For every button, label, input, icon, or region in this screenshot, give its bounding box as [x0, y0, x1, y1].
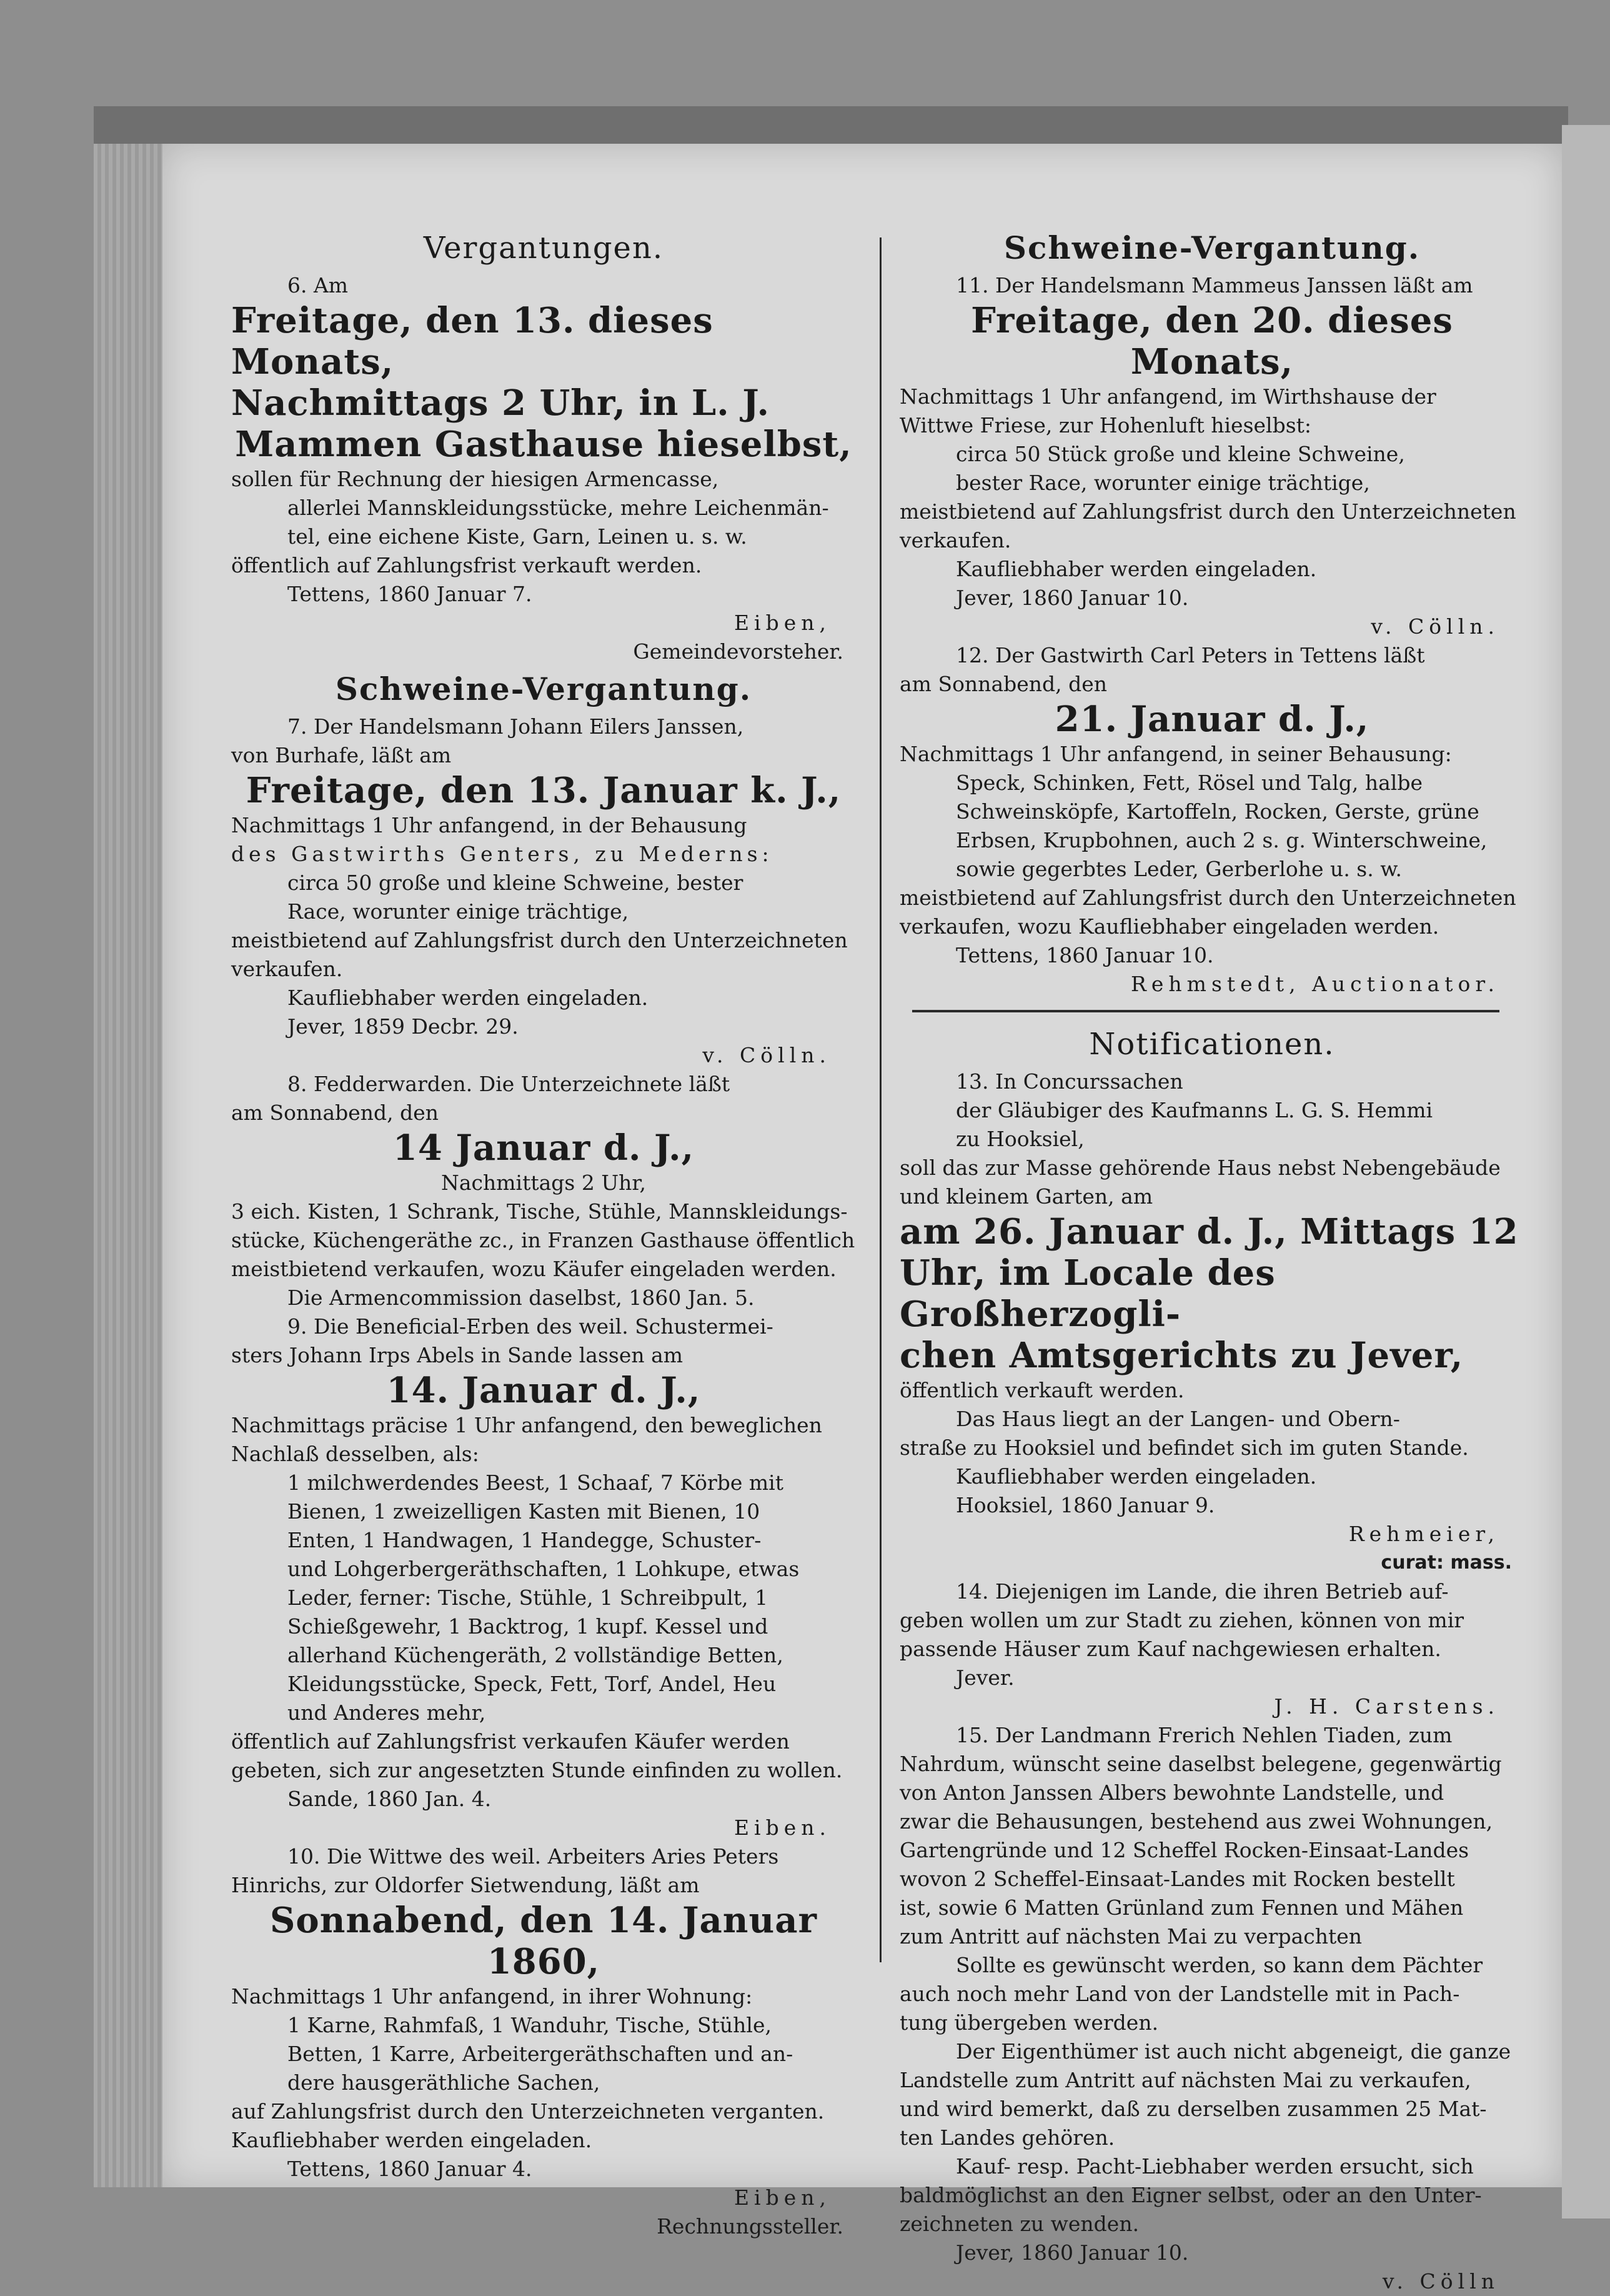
notice-dateline: Tettens, 1860 Januar 10. [956, 943, 1214, 967]
notice-text: allerhand Küchengeräth, 2 vollständige Betten, [287, 1643, 783, 1667]
notice-text: Nachmittags 2 Uhr, [440, 1170, 647, 1195]
notice-text: Landstelle zum Antritt auf nächsten Mai zu verkaufen, [900, 2068, 1471, 2092]
notice-dateline: Jever, 1860 Januar 10. [956, 586, 1189, 610]
notice-dateline: Hooksiel, 1860 Januar 9. [956, 1493, 1215, 1517]
section-heading-schweine: Schweine-Vergantung. [335, 671, 752, 707]
notice-text: sollen für Rechnung der hiesigen Armencasse, [231, 467, 719, 491]
notice-signature: Rehmstedt, Auctionator. [1131, 972, 1499, 996]
notice-text: wovon 2 Scheffel-Einsaat-Landes mit Rocken bestellt [900, 1867, 1455, 1891]
notice-text: öffentlich verkauft werden. [900, 1378, 1185, 1402]
notice-text: gebeten, sich zur angesetzten Stunde einfinden zu wollen. [231, 1758, 843, 1782]
notice-text: passende Häuser zum Kauf nachgewiesen erhalten. [900, 1637, 1441, 1661]
notice-dateline: Die Armencommission daselbst, 1860 Jan. 5. [287, 1285, 755, 1310]
notice-text: Kaufliebhaber werden eingeladen. [231, 2128, 592, 2152]
notice-signature: Rehmeier, [1348, 1522, 1499, 1546]
notice-text: 3 eich. Kisten, 1 Schrank, Tische, Stühle, Mannskleidungs- [231, 1199, 848, 1224]
right-column [900, 225, 1524, 2296]
notice-text: Enten, 1 Handwagen, 1 Handegge, Schuster- [287, 1528, 762, 1552]
notice-text: Nachlaß desselben, als: [231, 1442, 479, 1466]
notice-7 [231, 712, 856, 1070]
notice-text: zu Hooksiel, [956, 1127, 1085, 1151]
notice-text: 10. Die Wittwe des weil. Arbeiters Aries Peters [287, 1844, 779, 1869]
notice-text: des Gastwirths Genters, zu Mederns: [231, 842, 773, 866]
notice-signature: v. Cölln. [1371, 614, 1499, 639]
notice-date-headline: 14 Januar d. J., [392, 1127, 695, 1169]
notice-text: Das Haus liegt an der Langen- und Obern- [956, 1407, 1400, 1431]
notice-text: sters Johann Irps Abels in Sande lassen am [231, 1343, 683, 1367]
notice-text: Kauf- resp. Pacht-Liebhaber werden ersucht, sich [956, 2154, 1474, 2179]
notice-text: meistbietend verkaufen, wozu Käufer eingeladen werden. [231, 1257, 837, 1281]
notice-text: Hinrichs, zur Oldorfer Sietwendung, läßt am [231, 1873, 700, 1897]
notice-dateline: Tettens, 1860 Januar 4. [287, 2157, 532, 2181]
notice-text: von Anton Janssen Albers bewohnte Landstelle, und [900, 1780, 1444, 1805]
notice-text: am Sonnabend, den [900, 672, 1108, 696]
notice-dateline: Sande, 1860 Jan. 4. [287, 1787, 492, 1811]
notice-text: 11. Der Handelsmann Mammeus Janssen läßt am [956, 273, 1473, 297]
notice-text: Schießgewehr, 1 Backtrog, 1 kupf. Kessel und [287, 1614, 768, 1639]
notice-date-headline: Freitage, den 20. dieses Monats, [971, 300, 1453, 382]
notice-text: sowie gegerbtes Leder, Gerberlohe u. s. w. [956, 857, 1403, 881]
notice-11 [900, 271, 1524, 641]
notice-text: meistbietend auf Zahlungsfrist durch den Unterzeichneten [231, 928, 848, 952]
notice-date-headline: 21. Januar d. J., [1055, 699, 1369, 740]
notice-text: auch noch mehr Land von der Landstelle mit in Pach- [900, 1982, 1460, 2006]
notice-dateline: Jever, 1860 Januar 10. [956, 2240, 1189, 2265]
notice-text: Kaufliebhaber werden eingeladen. [287, 986, 648, 1010]
notice-date-headline: Nachmittags 2 Uhr, in L. J. [231, 382, 770, 424]
notice-text: Nachmittags 1 Uhr anfangend, in ihrer Wohnung: [231, 1984, 753, 2009]
notice-text: ist, sowie 6 Matten Grünland zum Fennen und Mähen [900, 1895, 1464, 1920]
section-heading-vergantungen: Vergantungen. [423, 231, 664, 266]
notice-text: und kleinem Garten, am [900, 1184, 1153, 1209]
notice-15 [900, 1721, 1524, 2296]
notice-13 [900, 1067, 1524, 1577]
notice-dateline: Jever. [956, 1665, 1015, 1690]
notice-signature-title: Rechnungssteller. [657, 2214, 843, 2239]
notice-text: tung übergeben werden. [900, 2010, 1159, 2035]
notice-text: Nachmittags präcise 1 Uhr anfangend, den beweglichen [231, 1413, 822, 1437]
notice-text: öffentlich auf Zahlungsfrist verkauft werden. [231, 553, 702, 577]
notice-text: zum Antritt auf nächsten Mai zu verpachten [900, 1924, 1363, 1949]
notice-text: Race, worunter einige trächtige, [287, 899, 629, 924]
notice-8 [231, 1070, 856, 1312]
notice-text: Betten, 1 Karre, Arbeitergeräthschaften und an- [287, 2042, 793, 2066]
notice-text: Leder, ferner: Tische, Stühle, 1 Schreibpult, 1 [287, 1585, 768, 1610]
notice-9 [231, 1312, 856, 1842]
notice-text: Nachmittags 1 Uhr anfangend, in der Behausung [231, 813, 747, 837]
notice-text: Wittwe Friese, zur Hohenluft hieselbst: [900, 413, 1312, 437]
notice-text: allerlei Mannskleidungsstücke, mehre Leichenmän- [287, 496, 829, 520]
notice-text: meistbietend auf Zahlungsfrist durch den Unterzeichneten [900, 886, 1516, 910]
notice-text: verkaufen. [900, 528, 1011, 552]
notice-text: 1 milchwerdendes Beest, 1 Schaaf, 7 Körbe mit [287, 1470, 783, 1495]
notice-signature: Eiben, [733, 611, 831, 635]
notice-text: und Anderes mehr, [287, 1700, 486, 1725]
notice-text: meistbietend auf Zahlungsfrist durch den Unterzeichneten [900, 499, 1516, 524]
notice-text: Nahrdum, wünscht seine daselbst belegene, gegenwärtig [900, 1752, 1502, 1776]
notice-date-headline: am 26. Januar d. J., Mittags 12 [900, 1211, 1519, 1252]
notice-text: Kaufliebhaber werden eingeladen. [956, 557, 1317, 581]
notice-text: dere hausgeräthliche Sachen, [287, 2070, 600, 2095]
notice-text: straße zu Hooksiel und befindet sich im guten Stande. [900, 1435, 1469, 1460]
page-edge [1562, 125, 1610, 2219]
section-heading-schweine: Schweine-Vergantung. [1003, 229, 1421, 266]
notice-text: 12. Der Gastwirth Carl Peters in Tettens läßt [956, 643, 1425, 667]
notice-text: von Burhafe, läßt am [231, 743, 452, 767]
notice-text: geben wollen um zur Stadt zu ziehen, können von mir [900, 1608, 1464, 1632]
notice-text: 14. Diejenigen im Lande, die ihren Betrieb auf- [956, 1579, 1449, 1604]
notice-text: öffentlich auf Zahlungsfrist verkaufen Käufer werden [231, 1729, 790, 1754]
notice-text: verkaufen. [231, 957, 343, 981]
notice-text: Nachmittags 1 Uhr anfangend, im Wirthshause der [900, 384, 1436, 409]
notice-text: circa 50 große und kleine Schweine, bester [287, 871, 743, 895]
notice-text: Schweinsköpfe, Kartoffeln, Rocken, Gerste, grüne [956, 799, 1479, 824]
notice-text: 7. Der Handelsmann Johann Eilers Janssen, [287, 714, 744, 739]
notice-place-headline: Mammen Gasthause hieselbst, [235, 424, 852, 465]
notice-date-headline: chen Amtsgerichts zu Jever, [900, 1335, 1464, 1376]
notice-text: Kaufliebhaber werden eingeladen. [956, 1464, 1317, 1489]
notice-dateline: Tettens, 1860 Januar 7. [287, 582, 532, 606]
notice-date-headline: Uhr, im Locale des Großherzogli- [900, 1252, 1276, 1335]
notice-text: soll das zur Masse gehörende Haus nebst Nebengebäude [900, 1155, 1501, 1180]
notice-12 [900, 641, 1524, 999]
notice-text: zwar die Behausungen, bestehend aus zwei Wohnungen, [900, 1809, 1493, 1834]
notice-text: und Lohgerbergeräthschaften, 1 Lohkupe, etwas [287, 1557, 800, 1581]
left-column [231, 225, 856, 2241]
section-heading-notificationen: Notificationen. [1089, 1027, 1335, 1062]
notice-text: 8. Fedderwarden. Die Unterzeichnete läßt [287, 1072, 730, 1096]
notice-text: Erbsen, Krupbohnen, auch 2 s. g. Winterschweine, [956, 828, 1488, 852]
notice-signature-title: Gemeindevorsteher. [633, 639, 843, 664]
notice-signature: J. H. Carstens. [1274, 1694, 1499, 1719]
notice-date-headline: Sonnabend, den 14. Januar 1860, [269, 1900, 818, 1982]
notice-dateline: Jever, 1859 Decbr. 29. [287, 1014, 519, 1039]
notice-signature: Eiben, [733, 2185, 831, 2210]
notice-text: Der Eigenthümer ist auch nicht abgeneigt, die ganze [956, 2039, 1511, 2064]
notice-text: Kleidungsstücke, Speck, Fett, Torf, Andel, Heu [287, 1672, 777, 1696]
notice-text: auf Zahlungsfrist durch den Unterzeichneten verganten. [231, 2099, 825, 2124]
page-gutter [94, 144, 162, 2187]
notice-text: der Gläubiger des Kaufmanns L. G. S. Hemmi [956, 1098, 1433, 1122]
notice-text: verkaufen, wozu Kaufliebhaber eingeladen werden. [900, 914, 1439, 939]
notice-text: ten Landes gehören. [900, 2125, 1115, 2150]
section-rule [912, 1010, 1499, 1012]
notice-date-headline: Freitage, den 13. dieses Monats, [231, 300, 713, 382]
notice-text: am Sonnabend, den [231, 1101, 439, 1125]
notice-text: Bienen, 1 zweizelligen Kasten mit Bienen, 10 [287, 1499, 760, 1524]
notice-text: tel, eine eichene Kiste, Garn, Leinen u. s. w. [287, 524, 747, 549]
notice-6 [231, 271, 856, 666]
notice-text: stücke, Küchengeräthe zc., in Franzen Gasthause öffentlich [231, 1228, 855, 1252]
notice-signature: v. Cölln [1382, 2269, 1499, 2294]
notice-text: 15. Der Landmann Frerich Nehlen Tiaden, zum [956, 1723, 1453, 1747]
notice-text: Gartengründe und 12 Scheffel Rocken-Einsaat-Landes [900, 1838, 1469, 1862]
notice-signature-title: curat: mass. [1381, 1552, 1512, 1574]
notice-signature: Eiben. [733, 1815, 831, 1840]
notice-text: Sollte es gewünscht werden, so kann dem Pächter [956, 1953, 1483, 1977]
notice-text: 1 Karne, Rahmfaß, 1 Wanduhr, Tische, Stühle, [287, 2013, 772, 2037]
notice-14 [900, 1577, 1524, 1721]
notice-text: baldmöglichst an den Eigner selbst, oder an den Unter- [900, 2183, 1482, 2207]
notice-text: zeichneten zu wenden. [900, 2212, 1140, 2236]
notice-text: und wird bemerkt, daß zu derselben zusammen 25 Mat- [900, 2097, 1487, 2121]
notice-text: circa 50 Stück große und kleine Schweine, [956, 442, 1405, 466]
column-divider [880, 237, 882, 1962]
notice-text: bester Race, worunter einige trächtige, [956, 471, 1370, 495]
notice-text: Speck, Schinken, Fett, Rösel und Talg, halbe [956, 771, 1423, 795]
notice-date-headline: 14. Januar d. J., [386, 1370, 701, 1411]
notice-signature: v. Cölln. [702, 1043, 831, 1067]
notice-text: 9. Die Beneficial-Erben des weil. Schustermei- [287, 1314, 773, 1339]
notice-10 [231, 1842, 856, 2241]
notice-text: 13. In Concurssachen [956, 1069, 1183, 1094]
notice-date-headline: Freitage, den 13. Januar k. J., [246, 770, 842, 811]
notice-text: Nachmittags 1 Uhr anfangend, in seiner Behausung: [900, 742, 1452, 766]
notice-text: 6. Am [287, 273, 349, 297]
